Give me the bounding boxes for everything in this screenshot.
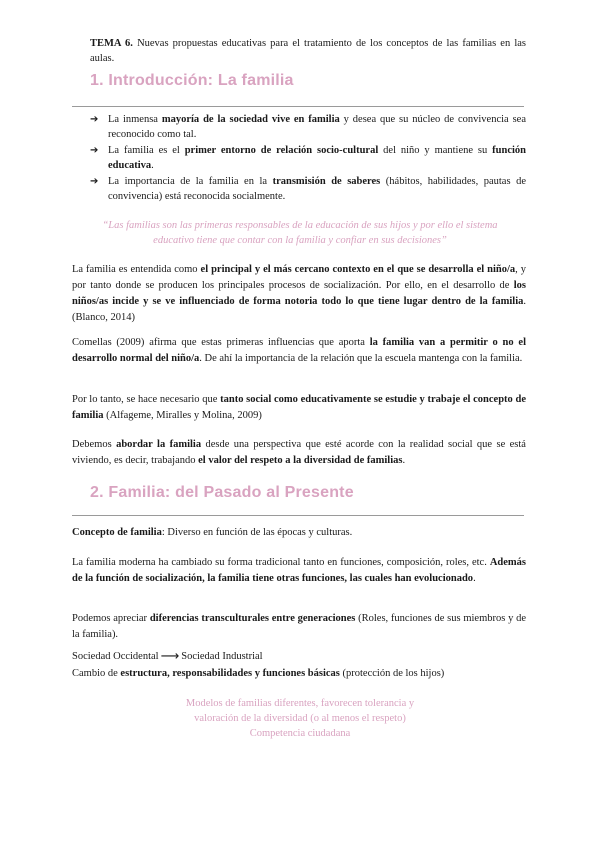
intro-bullet-list — [90, 113, 526, 206]
bold-emphasis: función educativa — [108, 145, 527, 171]
header-title: Nuevas propuestas educativas para el tratamiento de los conceptos de las familias en las aulas. — [90, 38, 527, 64]
pink-note-line: valoración de la diversidad (o al menos el respeto) — [194, 713, 406, 724]
concept-definition: Concepto de familia: Diverso en función de las épocas y culturas. — [72, 527, 353, 538]
bold-emphasis: mayoría de la sociedad vive en familia — [161, 114, 340, 125]
bold-emphasis: transmisión de saberes — [272, 176, 381, 187]
header-tema: TEMA 6. — [90, 38, 133, 49]
paragraph-differences: Podemos apreciar diferencias transculturales entre generaciones (Roles, funciones de sus miembros y de la familia). — [72, 613, 526, 640]
paragraph-abordar: Debemos abordar la familia desde una perspectiva que esté acorde con la realidad social que se está viviendo, es decir, trabajando el valor del respeto a la diversidad de familias. — [72, 439, 526, 466]
bullet-item: ➔ La familia es el primer entorno de relación socio-cultural del niño y mantiene su función educativa. — [90, 145, 527, 171]
society-transition — [72, 649, 526, 665]
paragraph-modern-family: La familia moderna ha cambiado su forma tradicional tanto en funciones, composición, roles, etc. Además de la función de socialización, la familia tiene otras funciones, las cuales han evolucionado. — [72, 557, 526, 584]
paragraph-family-context: La familia es entendida como el principal y el más cercano contexto en el que se desarrolla el niño/a, y por tanto donde se producen los principales procesos de socialización. Por ello, en el desarrollo de los niños/as incide y se ve influenciado de forma notoria todo lo que tiene lugar dentro de la familia. (Blanco, 2014) — [72, 264, 526, 323]
pink-note-line: Modelos de familias diferentes, favorecen tolerancia y — [185, 698, 415, 709]
family-quote: “Las familias son las primeras responsables de la educación de sus hijos y por ello el sistema educativo tiene que contar con la familia y confiar en sus decisiones” — [102, 220, 498, 246]
bold-emphasis: estructura, responsabilidades y funciones básicas — [120, 668, 340, 679]
society-to: Sociedad Industrial — [181, 651, 263, 662]
arrow-bullet-icon: ➔ — [90, 145, 99, 156]
paragraph-necesario: Por lo tanto, se hace necesario que tanto social como educativamente se estudie y trabaje el concepto de familia (Alfageme, Miralles y Molina, 2009) — [72, 394, 526, 421]
paragraph-comellas: Comellas (2009) afirma que estas primeras influencias que aporta la familia van a permitir o no el desarrollo normal del niño/a. De ahí la importancia de la relación que la escuela mantenga con la familia. — [72, 337, 526, 364]
right-arrow-icon: ⟶ — [160, 649, 180, 664]
arrow-bullet-icon: ➔ — [90, 176, 99, 187]
page-header — [90, 36, 526, 66]
bold-emphasis: abordar la familia — [116, 439, 202, 450]
section-2-heading: 2. Familia: del Pasado al Presente — [90, 484, 354, 501]
bold-emphasis: el valor del respeto a la diversidad de familias — [198, 455, 403, 466]
bold-emphasis: los niños/as incide y se ve influenciado de forma notoria todo lo que tiene lugar dentro de la familia — [72, 280, 526, 307]
bullet-item: ➔ La inmensa mayoría de la sociedad vive en familia y desea que su núcleo de convivencia sea reconocido como tal. — [90, 114, 526, 140]
bold-emphasis: primer entorno de relación socio-cultural — [184, 145, 379, 156]
pink-note-line: Competencia ciudadana — [249, 728, 351, 739]
bold-emphasis: tanto social como educativamente se estudie y trabaje el concepto de familia — [72, 394, 526, 421]
bold-emphasis: la familia van a permitir o no el desarrollo normal del niño/a — [72, 337, 526, 364]
section-1-heading: 1. Introducción: La familia — [90, 72, 294, 89]
bold-emphasis: diferencias transculturales entre generaciones — [149, 613, 356, 624]
bold-emphasis: Además de la función de socialización, la familia tiene otras funciones, las cuales han evolucionado — [72, 557, 526, 584]
bold-emphasis: el principal y el más cercano contexto en el que se desarrolla el niño/a — [200, 264, 516, 275]
paragraph-change: Cambio de estructura, responsabilidades y funciones básicas (protección de los hijos) — [72, 668, 445, 679]
bold-emphasis: Concepto de familia — [72, 527, 162, 538]
arrow-bullet-icon: ➔ — [90, 114, 99, 125]
society-from: Sociedad Occidental — [72, 651, 159, 662]
section-1-divider — [72, 106, 524, 107]
bullet-item: ➔ La importancia de la familia en la transmisión de saberes (hábitos, habilidades, pautas de convivencia) está reconocida socialmente. — [90, 176, 526, 202]
section-2-divider — [72, 515, 524, 516]
